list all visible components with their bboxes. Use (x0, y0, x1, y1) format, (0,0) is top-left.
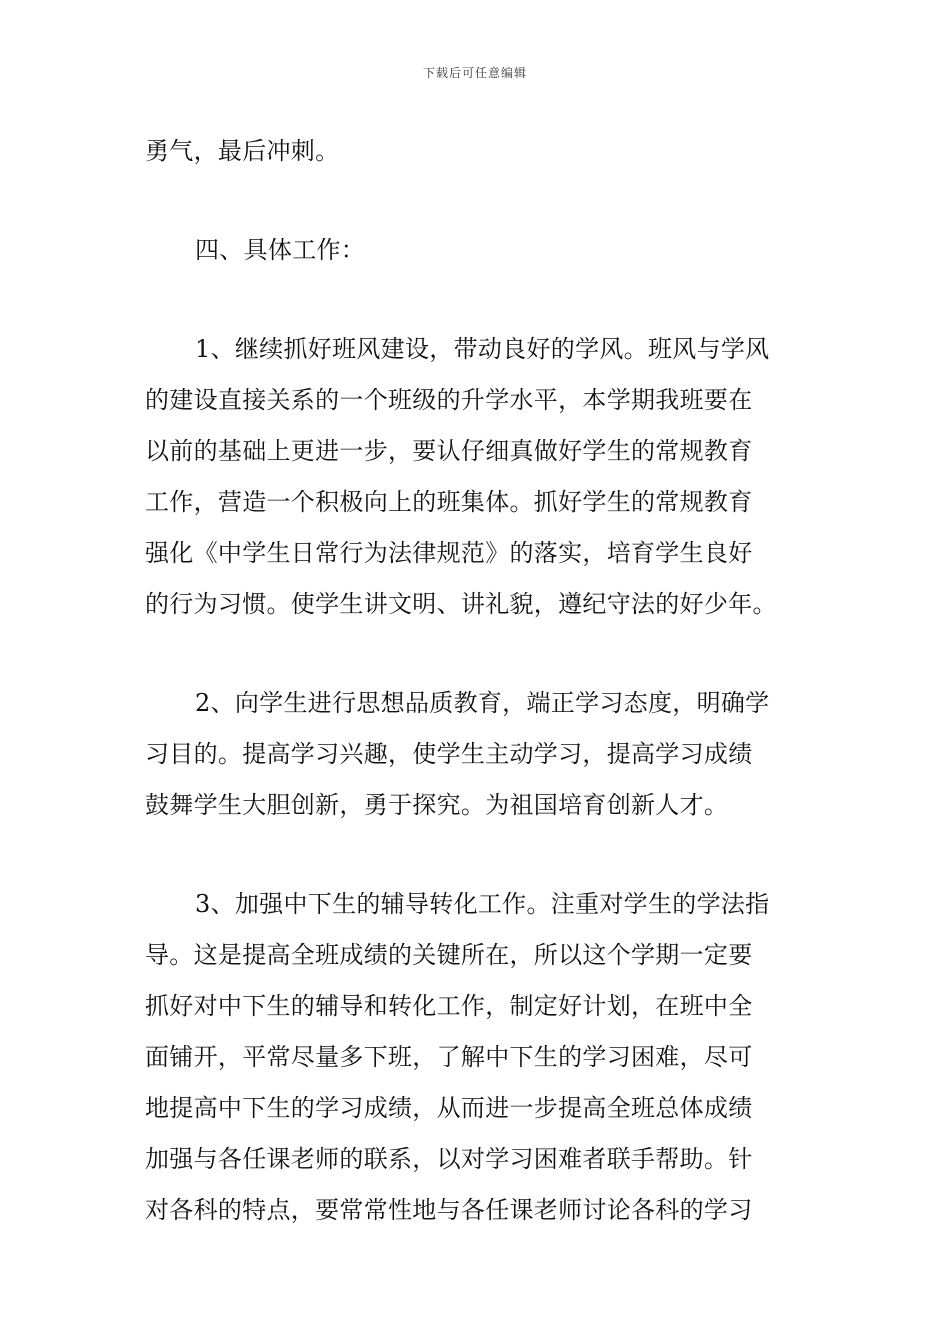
paragraph-line: 的行为习惯。使学生讲文明、讲礼貌，遵纪守法的好少年。 (145, 590, 777, 618)
paragraph-line: 以前的基础上更进一步，要认仔细真做好学生的常规教育 (145, 437, 753, 465)
paragraph-spacer (145, 177, 807, 225)
page-header-note: 下载后可任意编辑 (422, 66, 527, 80)
paragraph-line: 对各科的特点，要常常性地与各任课老师讨论各科的学习 (145, 1196, 753, 1224)
paragraph-spacer (145, 630, 807, 678)
paragraph-line: 1、继续抓好班风建设，带动良好的学风。班风与学风 (195, 335, 770, 363)
paragraph-line: 地提高中下生的学习成绩，从而进一步提高全班总体成绩 (145, 1094, 753, 1122)
paragraph-line: 习目的。提高学习兴趣，使学生主动学习，提高学习成绩 (145, 740, 753, 768)
work-item-3-paragraph (145, 879, 807, 1236)
document-body (145, 126, 807, 1236)
paragraph-line: 工作，营造一个积极向上的班集体。抓好学生的常规教育 (145, 488, 753, 516)
paragraph-line: 3、加强中下生的辅导转化工作。注重对学生的学法指 (195, 890, 770, 918)
paragraph-line: 强化《中学生日常行为法律规范》的落实，培育学生良好 (145, 539, 753, 567)
paragraph-line: 2、向学生进行思想品质教育，端正学习态度，明确学 (195, 689, 770, 717)
paragraph-line: 的建设直接关系的一个班级的升学水平，本学期我班要在 (145, 386, 753, 414)
paragraph-spacer (145, 276, 807, 324)
paragraph-line: 面铺开，平常尽量多下班，了解中下生的学习困难，尽可 (145, 1043, 753, 1071)
work-item-1-paragraph (145, 324, 807, 630)
continued-paragraph-line: 勇气，最后冲刺。 (145, 137, 340, 165)
paragraph-line: 导。这是提高全班成绩的关键所在，所以这个学期一定要 (145, 941, 753, 969)
paragraph-line: 鼓舞学生大胆创新，勇于探究。为祖国培育创新人才。 (145, 791, 729, 819)
paragraph-line: 抓好对中下生的辅导和转化工作，制定好计划，在班中全 (145, 992, 753, 1020)
paragraph-line: 加强与各任课老师的联系，以对学习困难者联手帮助。针 (145, 1145, 753, 1173)
work-item-2-paragraph (145, 678, 807, 831)
paragraph-spacer (145, 831, 807, 879)
section-heading: 四、具体工作： (195, 236, 366, 264)
